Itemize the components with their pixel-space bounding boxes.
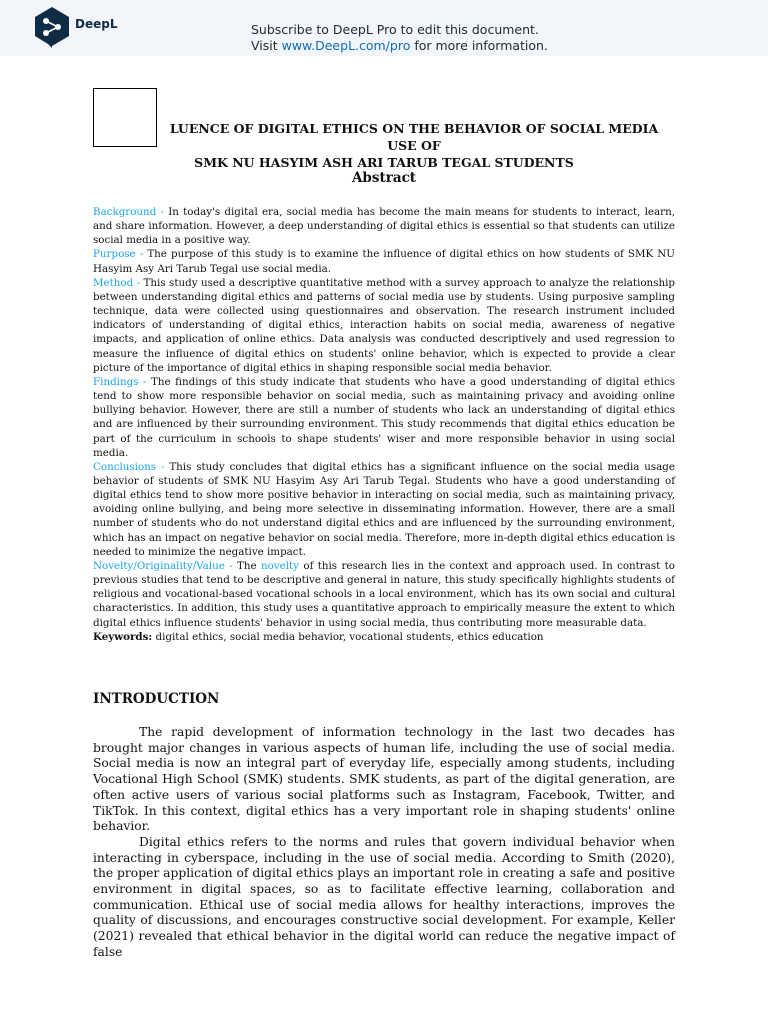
abstract-body — [93, 205, 675, 644]
novelty-label: Novelty/Originality/Value - — [93, 559, 238, 572]
conclusions-label: Conclusions - — [93, 460, 170, 473]
subscribe-line: Subscribe to DeepL Pro to edit this document. — [251, 22, 539, 37]
visit-line — [251, 38, 548, 54]
deepl-pro-link[interactable]: www.DeepL.com/pro — [281, 38, 411, 53]
keywords-label: Keywords: — [93, 630, 153, 643]
title-line-2: SMK NU HASYIM ASH ARI TARUB TEGAL STUDENTS — [194, 155, 574, 170]
abstract-findings — [93, 375, 675, 460]
findings-label: Findings - — [93, 375, 152, 388]
keywords-text: digital ethics, social media behavior, vocational students, ethics education — [152, 630, 544, 643]
deepl-logo-text: DeepL — [75, 17, 118, 31]
novelty-word: novelty — [261, 559, 299, 572]
abstract-keywords — [93, 630, 675, 644]
image-placeholder — [93, 88, 157, 147]
method-text: This study used a descriptive quantitative method with a survey approach to analyze the relationship between understanding digital ethics and patterns of social media use by students. Using purposive sampling technique, data were collected using questionnaires and observation. The research instrument included indicators of understanding of digital ethics, interaction habits on social media, awareness of negative impacts, and application of online ethics. Data analysis was conducted descriptively and used regression to measure the influence of digital ethics on students' online behavior, which is expected to provide a clear picture of the importance of digital ethics in shaping responsible social media behavior. — [93, 276, 675, 374]
purpose-label: Purpose - — [93, 248, 148, 261]
conclusions-text: This study concludes that digital ethics has a significant influence on the social media usage behavior of students of SMK NU Hasyim Asy Ari Tarub Tegal. Students who have a good understanding of digital ethics tend to show more positive behavior in interacting on social media, such as maintaining privacy, avoiding online bullying, and being more selective in disseminating information. However, there are a small number of students who do not understand digital ethics and are influenced by the surrounding environment, which has an impact on negative behavior on social media. Therefore, more in-depth digital ethics education is needed to minimize the negative impact. — [93, 460, 675, 558]
abstract-background — [93, 205, 675, 247]
introduction-heading: INTRODUCTION — [93, 691, 220, 707]
background-text: In today's digital era, social media has become the main means for students to interact, learn, and share information. However, a deep understanding of digital ethics is essential so that students can utilize social media in a positive way. — [93, 206, 675, 247]
intro-paragraph-2: Digital ethics refers to the norms and rules that govern individual behavior when interacting in cyberspace, including in the use of social media. According to Smith (2020), the proper application of digital ethics plays an important role in creating a safe and positive environment in digital spaces, so as to facilitate effective learning, collaboration and communication. Ethical use of social media allows for healthy interactions, improves the quality of discussions, and encourages constructive social development. For example, Keller (2021) revealed that ethical behavior in the digital world can reduce the negative impact of false — [93, 834, 675, 959]
introduction-body — [93, 725, 675, 961]
background-label: Background - — [93, 206, 169, 218]
visit-prefix: Visit — [251, 38, 282, 53]
abstract-method — [93, 276, 675, 375]
paper-title — [93, 120, 675, 171]
findings-text: The findings of this study indicate that students who have a good understanding of digital ethics tend to show more responsible behavior on social media, such as maintaining privacy and avoiding online bullying behavior. However, there are still a number of students who lack an understanding of digital ethics and are influenced by their surrounding environment. This study recommends that digital ethics education be part of the curriculum in schools to shape students' wiser and more responsible behavior in using social media. — [93, 375, 675, 459]
purpose-text: The purpose of this study is to examine the influence of digital ethics on how students of SMK NU Hasyim Asy Ari Tarub Tegal use social media. — [93, 248, 675, 275]
abstract-heading: Abstract — [351, 170, 417, 186]
intro-paragraph-1: The rapid development of information technology in the last two decades has brought major changes in various aspects of human life, including the use of social media. Social media is now an integral part of everyday life, especially among students, including Vocational High School (SMK) students. SMK students, as part of the digital generation, are often active users of various social platforms such as Instagram, Facebook, Twitter, and TikTok. In this context, digital ethics has a very important role in shaping students' online behavior. — [93, 725, 675, 834]
visit-suffix: for more information. — [410, 38, 548, 53]
novelty-pre: The — [237, 559, 261, 572]
abstract-novelty — [93, 559, 675, 630]
novelty-text: of this research lies in the context and approach used. In contrast to previous studies that tend to be descriptive and general in nature, this study specifically highlights students of religious and vocational-based vocational schools in a local environment, which has its own social and cultural characteristics. In addition, this study uses a quantitative approach to empirically measure the extent to which digital ethics influence students' behavior in using social media, thus contributing more measurable data. — [93, 559, 675, 629]
abstract-purpose — [93, 247, 675, 275]
deepl-logo-icon — [34, 6, 70, 48]
abstract-conclusions — [93, 460, 675, 559]
title-line-1: LUENCE OF DIGITAL ETHICS ON THE BEHAVIOR OF SOCIAL MEDIA USE OF — [169, 121, 659, 153]
subscribe-message — [251, 22, 548, 54]
method-label: Method - — [93, 276, 144, 289]
deepl-banner — [0, 0, 768, 56]
